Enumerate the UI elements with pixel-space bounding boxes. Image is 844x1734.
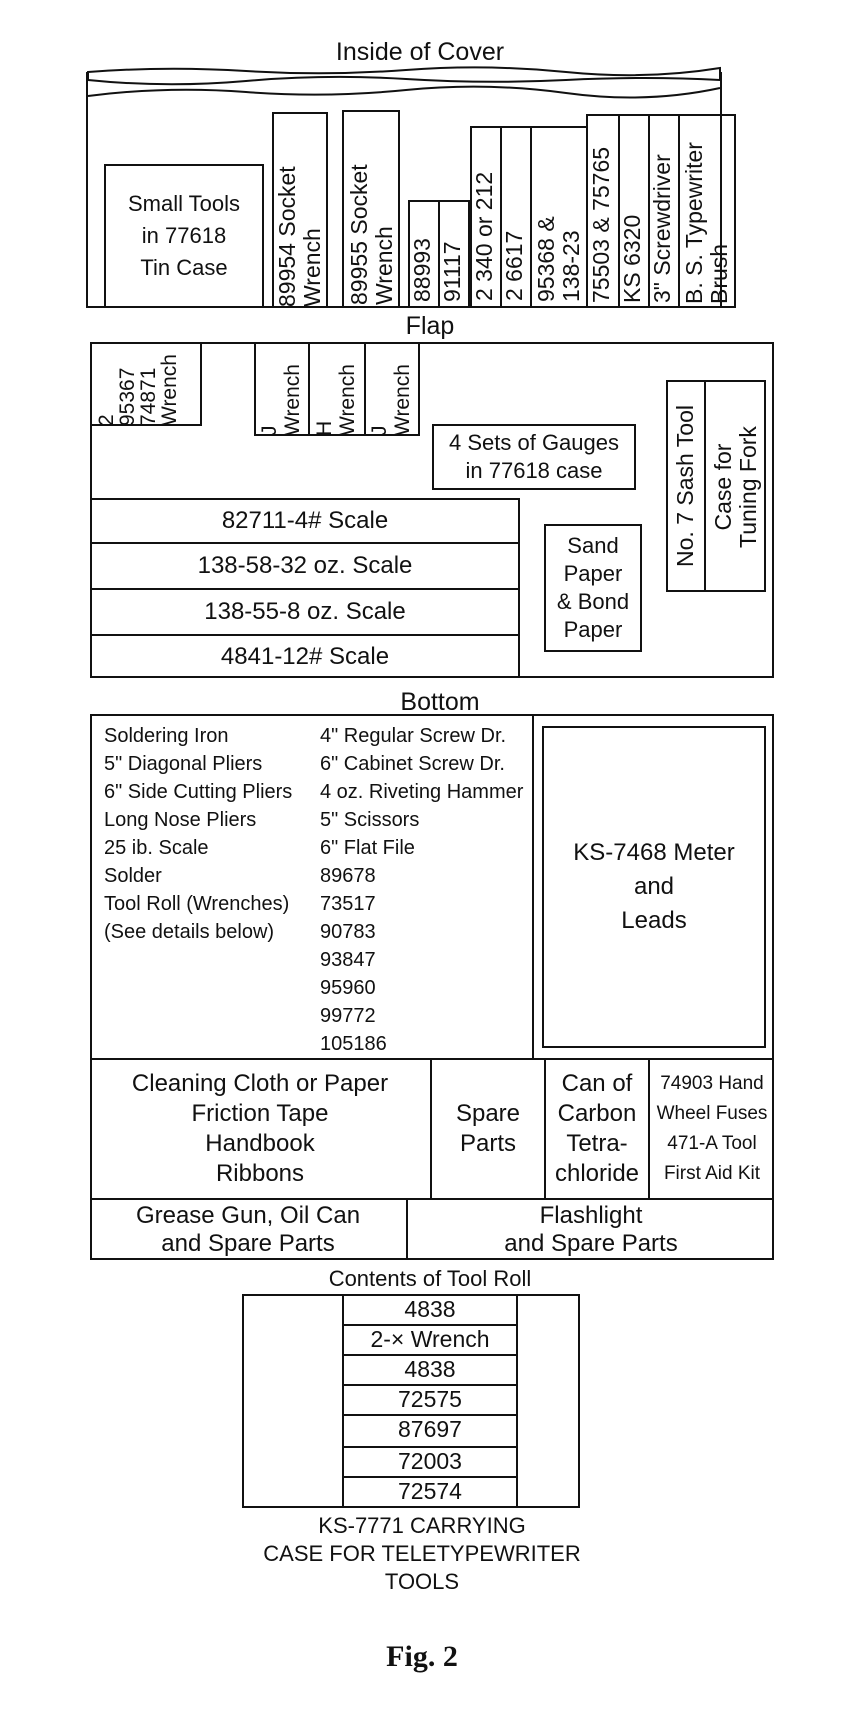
typewriter-brush: B. S. Typewriter Brush <box>678 114 736 308</box>
sash-tool: No. 7 Sash Tool <box>666 380 706 592</box>
tool-roll-item: 4838 <box>404 1296 456 1322</box>
wrench-340-or-212: 2 340 or 212 <box>470 126 502 308</box>
scale-4841: 4841-12# Scale <box>220 642 390 670</box>
wrench-95367-74871: 2 95367 74871 Wrench <box>90 342 202 426</box>
tool-roll-item: 87697 <box>398 1416 462 1442</box>
spare-parts: Spare Parts <box>455 1100 521 1157</box>
screwdriver-3in: 3" Screwdriver <box>648 114 680 308</box>
flap-title: Flap <box>405 312 455 340</box>
socket-wrench-89955: 89955 Socket Wrench <box>342 110 400 308</box>
small-tools-tin-case: Small Tools in 77618 Tin Case <box>104 164 264 308</box>
tool-roll-title: Contents of Tool Roll <box>328 1266 532 1291</box>
tool-roll-item: 4838 <box>404 1356 456 1382</box>
carbon-tetrachloride-can: Can of Carbon Tetra- chloride <box>554 1070 640 1187</box>
inside-cover-title: Inside of Cover <box>335 38 505 66</box>
socket-wrench-89954: 89954 Socket Wrench <box>272 112 328 308</box>
bottom-list-right: 4" Regular Screw Dr. 6" Cabinet Screw Dr. 4 oz. Riveting Hammer 5" Scissors 6" Flat File 89678 73517 90783 93847 95960 99772 105186 <box>320 725 524 1055</box>
h-wrench: H Wrench <box>308 342 366 436</box>
gauges-case: 4 Sets of Gauges in 77618 case <box>432 424 636 490</box>
bottom-list-left: Soldering Iron 5" Diagonal Pliers 6" Side Cutting Pliers Long Nose Pliers 25 ib. Scale Solder Tool Roll (Wrenches) (See details below) <box>104 725 293 943</box>
figure-caption: KS-7771 CARRYING CASE FOR TELETYPEWRITER TOOLS <box>263 1513 581 1594</box>
figure-number: Fig. 2 <box>386 1640 458 1673</box>
tool-roll-item: 72574 <box>398 1478 462 1504</box>
scale-82711: 82711-4# Scale <box>221 506 389 534</box>
meter-and-leads: KS-7468 Meter and Leads <box>542 726 766 1048</box>
wrench-75503-75765: 75503 & 75765 <box>586 114 620 308</box>
cover-wavy-edge <box>86 66 722 102</box>
j-wrench-1: J Wrench <box>254 342 310 436</box>
j-wrench-2: J Wrench <box>364 342 420 436</box>
wrench-88993: 88993 <box>408 200 440 308</box>
wrench-91117: 91117 <box>438 200 470 308</box>
fuses-and-first-aid: 74903 Hand Wheel Fuses 471-A Tool First Aid Kit <box>656 1073 768 1184</box>
sandpaper-box: Sand Paper & Bond Paper <box>544 524 642 652</box>
tuning-fork-case: Case for Tuning Fork <box>704 380 766 592</box>
grease-gun-oil-can: Grease Gun, Oil Can and Spare Parts <box>135 1202 361 1257</box>
scale-138-58: 138-58-32 oz. Scale <box>197 551 413 579</box>
tool-roll-item: 2-× Wrench <box>370 1326 490 1352</box>
wrench-6617: 2 6617 <box>500 126 532 308</box>
tool-roll-list <box>342 1294 518 1508</box>
tool-roll-item: 72575 <box>398 1386 462 1412</box>
flashlight-spare-parts: Flashlight and Spare Parts <box>504 1202 678 1257</box>
wrench-95368: 95368 & 138-23 <box>530 126 588 308</box>
ks-6320: KS 6320 <box>618 114 650 308</box>
bottom-title: Bottom <box>400 688 480 716</box>
cleaning-supplies: Cleaning Cloth or Paper Friction Tape Handbook Ribbons <box>131 1070 389 1187</box>
tool-roll-item: 72003 <box>398 1448 462 1474</box>
scale-138-55: 138-55-8 oz. Scale <box>204 597 406 625</box>
